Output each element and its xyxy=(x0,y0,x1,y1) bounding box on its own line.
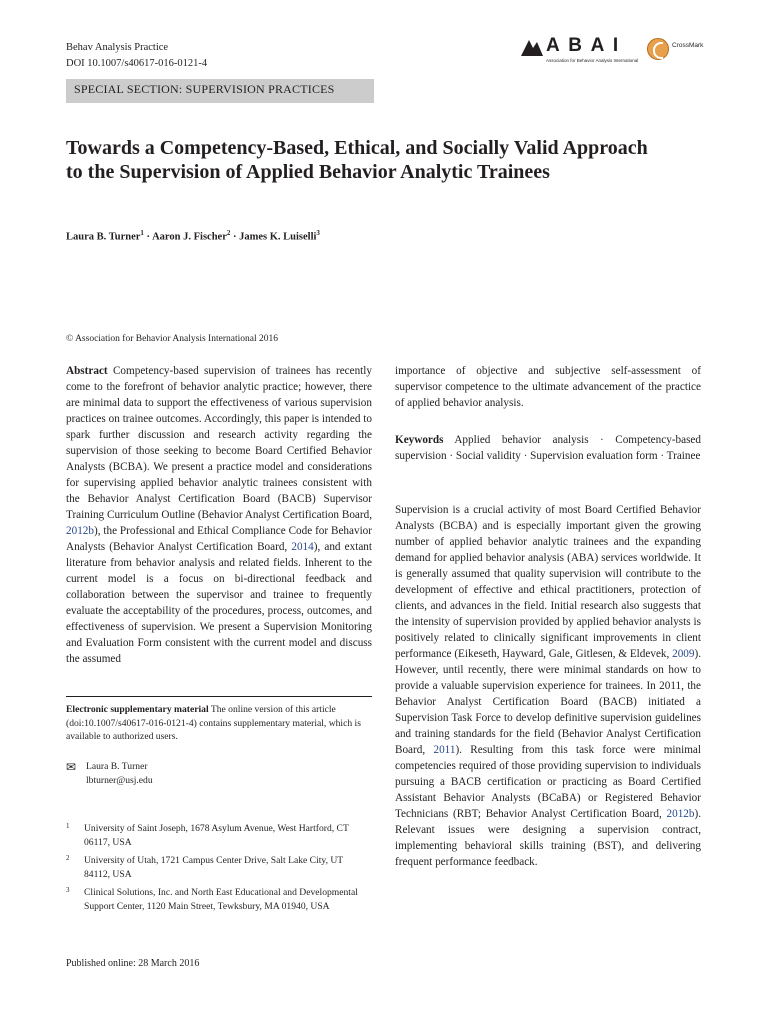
doi[interactable]: DOI 10.1007/s40617-016-0121-4 xyxy=(66,58,208,69)
author-1-affil: 1 xyxy=(140,229,144,237)
affiliation-text: University of Saint Joseph, 1678 Asylum Avenue, West Hartford, CT 06117, USA xyxy=(84,823,349,848)
affiliation-number: 1 xyxy=(66,822,70,830)
abstract-label: Abstract xyxy=(66,365,108,377)
affiliation-number: 3 xyxy=(66,886,70,894)
article-title: Towards a Competency-Based, Ethical, and Socially Valid Approach to the Supervision of Applied Behavior Analytic Trainees xyxy=(66,137,648,183)
email-link[interactable]: lbturner@usj.edu xyxy=(86,775,153,786)
body-paragraph: Supervision is a crucial activity of most Board Certified Behavior Analysts (BCBA) and is especially important given the growing number of applied behavior analytic trainees and the expanding demand for applied behavior analysis (ABA) services worldwide. It is generally assumed that quality supervision will contribute to the development of effective and ethical practitioners, protection of clients, and advances in the field. Initial research also suggests that the intensity of supervision provided by applied behavior analysts is positively related to clinically significant improvements in client performance (Eikeseth, Hayward, Gale, Gitlesen, & Eldevek, 2009). However, until recently, there were minimal standards on how to provide a valuable supervision experience for trainees. In 2011, the Behavior Analyst Certification Board (BACB) initiated a Supervision Task Force to develop definitive supervision guidelines and training standards for the field (Behavior Analyst Certification Board, 2011). Resulting from this task force were minimal competencies required of those providing supervision to individuals pursuing a BACB certification or practicing as Board Certified Assistant Behavior Analysts (BCaBA) or Registered Behavior Technicians (RBT; Behavior Analyst Certification Board, 2012b). Relevant issues were designing a supervision contract, implementing behavioral skills training (BST), and delivering frequent performance feedback. xyxy=(395,504,702,868)
author-3-affil: 3 xyxy=(316,229,320,237)
affiliation-3 xyxy=(66,886,366,914)
published-date: Published online: 28 March 2016 xyxy=(66,958,200,969)
author-separator: · xyxy=(143,231,153,243)
right-column xyxy=(395,363,701,870)
author-list xyxy=(66,229,320,243)
abstract-paragraph: Abstract Competency-based supervision of trainees has recently come to the forefront of behavior analytic practice; however, there are minimal data to support the effectiveness of various supervision practices on trainee outcomes. Accordingly, this paper is intended to spark further discussion and research activity regarding the supervision of those seeking to become Board Certified Behavior Analysts (BCBA). We present a practice model and considerations for supervising applied behavior analytic trainees consistent with the Behavior Analyst Certification Board (BACB) Supervisor Training Curriculum Outline (Behavior Analyst Certification Board, 2012b), the Professional and Ethical Compliance Code for Behavior Analysts (Behavior Analyst Certification Board, 2014), and extant literature from behavior analysis and related fields. Inherent to the current model is a focus on bi-directional feedback and collaboration between the supervisor and trainee to frequently evaluate the acceptability of the procedures, process, outcomes, and effectiveness of supervision. We present a Supervision Monitoring and Evaluation Form consistent with the current model and discuss the assumed xyxy=(66,365,372,665)
citation-link[interactable]: 2012b xyxy=(666,808,695,820)
corresponding-author: Laura B. Turner xyxy=(86,761,148,772)
abai-logo-letters: A B A I xyxy=(546,35,621,56)
copyright-notice: © Association for Behavior Analysis International 2016 xyxy=(66,334,278,344)
citation-link[interactable]: 2014 xyxy=(291,541,314,553)
journal-name: Behav Analysis Practice xyxy=(66,42,169,53)
author-1[interactable]: Laura B. Turner xyxy=(66,231,141,243)
author-separator: · xyxy=(230,231,240,243)
author-2-affil: 2 xyxy=(226,229,231,237)
affiliation-text: University of Utah, 1721 Campus Center Drive, Salt Lake City, UT 84112, USA xyxy=(84,855,343,880)
citation-link[interactable]: 2012b xyxy=(66,525,94,537)
affiliation-text: Clinical Solutions, Inc. and North East Educational and Developmental Support Center, 1120 Main Street, Tewksbury, MA 01940, USA xyxy=(84,887,358,912)
envelope-icon: ✉ xyxy=(66,760,77,774)
keywords: Keywords Applied behavior analysis · Competency-based supervision · Social validity · Supervision evaluation form · Trainee xyxy=(395,434,701,462)
abstract-section xyxy=(66,363,372,667)
author-3[interactable]: James K. Luiselli xyxy=(239,231,317,243)
affiliation-number: 2 xyxy=(66,854,70,862)
abai-logo-icon xyxy=(520,38,544,58)
crossmark-icon[interactable] xyxy=(647,38,669,60)
journal-header xyxy=(66,40,207,72)
correspondence xyxy=(66,760,153,788)
affiliation-1 xyxy=(66,822,366,850)
citation-link[interactable]: 2009 xyxy=(672,648,695,660)
crossmark-label: CrossMark xyxy=(672,42,704,49)
supplementary-label: Electronic supplementary material xyxy=(66,704,209,715)
affiliation-2 xyxy=(66,854,366,882)
keywords-label: Keywords xyxy=(395,434,444,446)
publisher-logo[interactable] xyxy=(520,34,705,68)
citation-link[interactable]: 2011 xyxy=(433,744,456,756)
supplementary-note: Electronic supplementary material The online version of this article (doi:10.1007/s40617-016-0121-4) contains supplementary material, which is available to authorized users. xyxy=(66,696,372,744)
author-2[interactable]: Aaron J. Fischer xyxy=(152,231,227,243)
abai-logo-subtitle: Association for Behavior Analysis International xyxy=(546,58,639,63)
abstract-continuation: importance of objective and subjective self-assessment of supervisor competence to the ultimate advancement of the practice of applied behavior analysis. xyxy=(395,365,701,409)
section-banner: SPECIAL SECTION: SUPERVISION PRACTICES xyxy=(66,79,374,103)
